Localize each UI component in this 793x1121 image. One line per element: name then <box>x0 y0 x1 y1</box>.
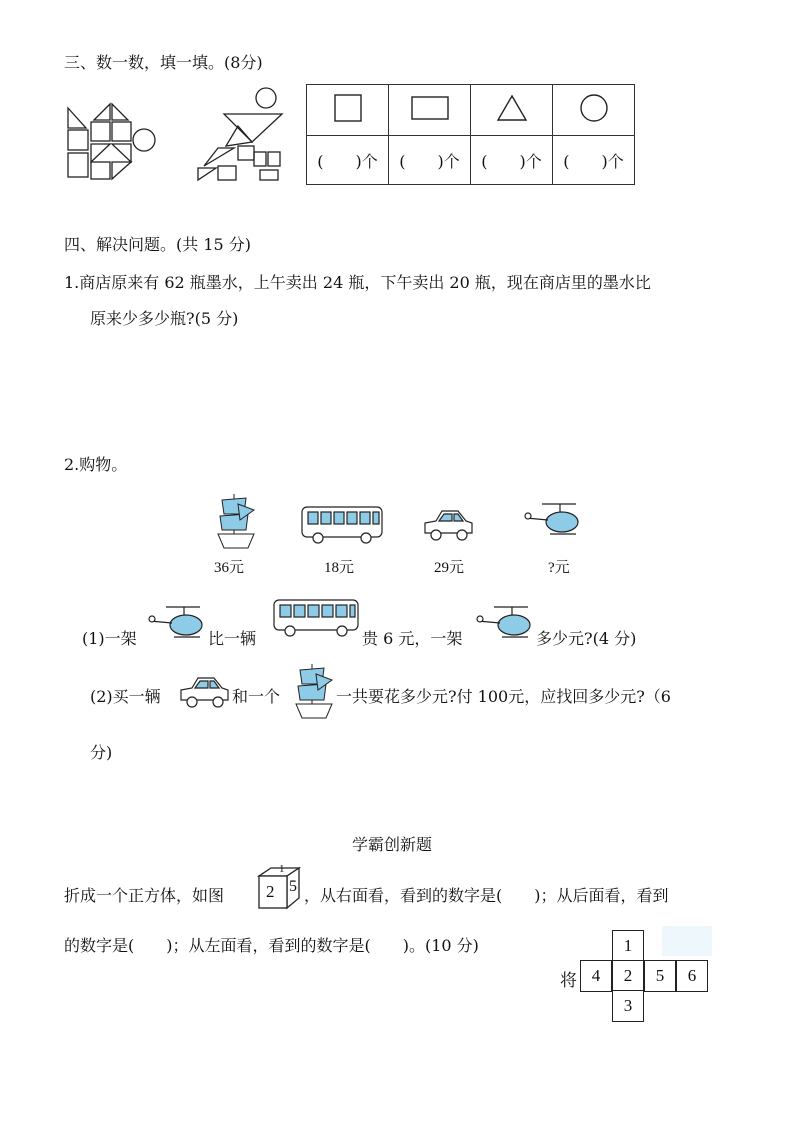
bus-icon <box>300 505 384 545</box>
triangle-header <box>471 85 553 136</box>
car-price: 29元 <box>434 560 465 576</box>
car-icon <box>422 505 474 545</box>
helicopter-icon <box>522 500 582 540</box>
cube-side-number: 5 <box>289 878 297 895</box>
net-face-3: 3 <box>612 990 644 1022</box>
cube-figure <box>257 863 303 910</box>
section4-title: 四、解决问题。(共 15 分) <box>64 235 252 254</box>
net-face-5: 5 <box>644 960 676 992</box>
cube-net-figure <box>558 926 718 1026</box>
tangram-person-figure <box>190 86 286 184</box>
shape-count-table <box>306 84 635 185</box>
rectangle-header <box>389 85 471 136</box>
sub2-part-c: 一共要花多少元?付 100元，应找回多少元?（6 <box>336 687 671 706</box>
circle-count-blank[interactable]: ( )个 <box>553 136 635 185</box>
sub1-part-c: 贵 6 元，一架 <box>362 629 463 648</box>
helicopter-price: ?元 <box>548 560 570 576</box>
ship-icon <box>292 660 336 722</box>
question1-line1: 1.商店原来有 62 瓶墨水，上午卖出 24 瓶，下午卖出 20 瓶，现在商店里的墨水比 <box>64 273 651 292</box>
innovation-line1-a: 折成一个正方体，如图 <box>64 886 225 905</box>
section3-title: 三、数一数，填一填。(8分) <box>64 53 263 72</box>
cube-front-number: 2 <box>266 882 275 901</box>
sub1-part-b: 比一辆 <box>208 629 257 648</box>
question1-line2: 原来少多少瓶?(5 分) <box>90 309 239 328</box>
ship-price: 36元 <box>214 560 245 576</box>
sub2-part-d: 分) <box>90 743 113 762</box>
net-face-1: 1 <box>612 930 644 962</box>
cube-top-number: 1 <box>279 863 285 875</box>
innovation-line1-b: ，从右面看，看到的数字是( )；从后面看，看到 <box>304 886 669 905</box>
innovation-heading: 学霸创新题 <box>352 835 433 854</box>
sub2-part-b: 和一个 <box>232 687 281 706</box>
helicopter-icon <box>474 603 534 643</box>
square-count-blank[interactable]: ( )个 <box>307 136 389 185</box>
question2-title: 2.购物。 <box>64 455 128 474</box>
car-icon <box>178 672 232 712</box>
circle-header <box>553 85 635 136</box>
ship-icon <box>214 490 258 552</box>
sub1-part-a: (1)一架 <box>82 629 137 648</box>
sub1-part-d: 多少元?(4 分) <box>536 629 637 648</box>
square-header <box>307 85 389 136</box>
helicopter-icon <box>146 603 206 643</box>
net-face-6: 6 <box>676 960 708 992</box>
triangle-count-blank[interactable]: ( )个 <box>471 136 553 185</box>
tangram-fish-figure <box>64 100 160 184</box>
sub2-part-a: (2)买一辆 <box>90 687 161 706</box>
rectangle-count-blank[interactable]: ( )个 <box>389 136 471 185</box>
net-face-2: 2 <box>612 960 644 992</box>
net-label: 将 <box>560 971 577 991</box>
net-face-4: 4 <box>580 960 612 992</box>
bus-price: 18元 <box>324 560 355 576</box>
innovation-line2: 的数字是( )；从左面看，看到的数字是( )。(10 分) <box>64 936 479 955</box>
bus-icon <box>272 598 360 638</box>
